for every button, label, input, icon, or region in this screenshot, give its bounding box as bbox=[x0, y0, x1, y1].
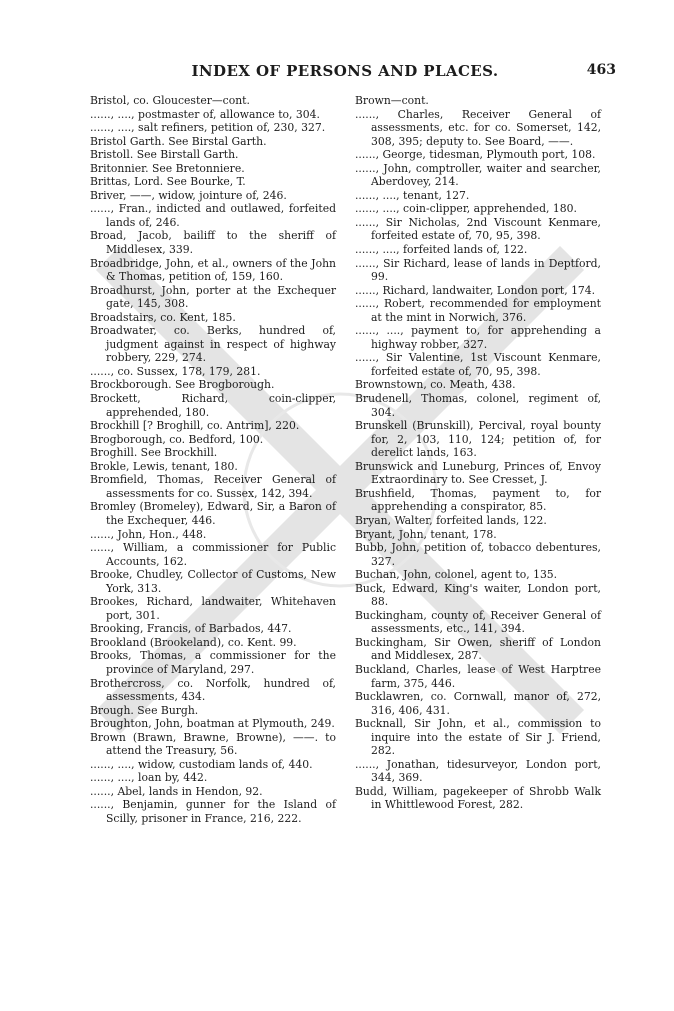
index-entry: ......, John, comptroller, waiter and searcher, Aberdovey, 214. bbox=[355, 161, 601, 189]
index-entry: Brothercross, co. Norfolk, hundred of, assessments, 434. bbox=[90, 676, 336, 704]
index-entry: Bubb, John, petition of, tobacco debentures, 327. bbox=[355, 541, 601, 568]
index-entry: Brockhill [? Broghill, co. Antrim], 220. bbox=[90, 419, 300, 433]
index-entry: Brockborough. See Brogborough. bbox=[90, 378, 275, 392]
index-entry: Brookes, Richard, landwaiter, Whitehaven port, 301. bbox=[90, 595, 336, 622]
index-entry: Brogborough, co. Bedford, 100. bbox=[90, 432, 264, 446]
index-entry: Budd, William, pagekeeper of Shrobb Walk in Whittlewood Forest, 282. bbox=[355, 784, 601, 812]
index-entry: ......, ...., payment to, for apprehending a highway robber, 327. bbox=[355, 324, 601, 351]
index-entry: ......, ...., coin-clipper, apprehended, 180. bbox=[355, 202, 577, 216]
index-entry: Brooking, Francis, of Barbados, 447. bbox=[90, 622, 292, 636]
index-entry: ......, Robert, recommended for employment at the mint in Norwich, 376. bbox=[355, 297, 601, 324]
index-entry: Broughton, John, boatman at Plymouth, 249. bbox=[90, 717, 335, 731]
index-entry: ......, ...., loan by, 442. bbox=[90, 771, 208, 785]
index-entry: Brough. See Burgh. bbox=[90, 703, 199, 717]
index-entry: Buck, Edward, King's waiter, London port, 88. bbox=[355, 581, 601, 609]
index-entry: Broadbridge, John, et al., owners of the John & Thomas, petition of, 159, 160. bbox=[90, 256, 336, 284]
index-entry: Broghill. See Brockhill. bbox=[90, 446, 218, 460]
index-entry: Buckingham, Sir Owen, sheriff of London and Middlesex, 287. bbox=[355, 635, 601, 663]
index-entry: Brunswick and Luneburg, Princes of, Envoy Extraordinary to. See Cresset, J. bbox=[355, 459, 601, 487]
index-entry: Brownstown, co. Meath, 438. bbox=[355, 378, 516, 392]
index-entry: ......, ...., widow, custodiam lands of, 440. bbox=[90, 757, 313, 771]
index-entry: Broadwater, co. Berks, hundred of, judgment against in respect of highway robbery, 229, 274. bbox=[90, 324, 336, 365]
running-title: INDEX OF PERSONS AND PLACES. bbox=[191, 62, 499, 80]
index-entry: Brushfield, Thomas, payment to, for apprehending a conspirator, 85. bbox=[355, 486, 601, 514]
index-entry: Brown (Brawn, Brawne, Browne), ——. to attend the Treasury, 56. bbox=[90, 730, 336, 758]
index-entry: ......, ...., postmaster of, allowance to, 304. bbox=[90, 107, 320, 121]
index-entry: Brunskell (Brunskill), Percival, royal bounty for, 2, 103, 110, 124; petition of, for derelict lands, 163. bbox=[355, 419, 601, 460]
index-entry: ......, ...., forfeited lands of, 122. bbox=[355, 243, 528, 257]
index-entry: Britonnier. See Bretonniere. bbox=[90, 161, 245, 175]
index-entry: Broadhurst, John, porter at the Exchequer gate, 145, 308. bbox=[90, 283, 336, 311]
index-entry: ......, George, tidesman, Plymouth port, 108. bbox=[355, 148, 596, 162]
index-entry: ......, Sir Valentine, 1st Viscount Kenmare, forfeited estate of, 70, 95, 398. bbox=[355, 351, 601, 378]
index-entry: ......, Charles, Receiver General of assessments, etc. for co. Somerset, 142, 308, 395; deputy to. See Board, ——. bbox=[355, 107, 601, 148]
left-column bbox=[90, 94, 336, 826]
index-entry: ......, Abel, lands in Hendon, 92. bbox=[90, 784, 263, 798]
index-entry: Brooks, Thomas, a commissioner for the province of Maryland, 297. bbox=[90, 649, 336, 676]
index-entry: Bryan, Walter, forfeited lands, 122. bbox=[355, 513, 547, 527]
index-entry: Buckland, Charles, lease of West Harptree farm, 375, 446. bbox=[355, 662, 601, 690]
index-entry: ......, Fran., indicted and outlawed, forfeited lands of, 246. bbox=[90, 202, 336, 229]
index-entry: Brudenell, Thomas, colonel, regiment of, 304. bbox=[355, 392, 601, 419]
index-entry: Buchan, John, colonel, agent to, 135. bbox=[355, 568, 558, 582]
index-entry: ......, John, Hon., 448. bbox=[90, 527, 207, 541]
page-number: 463 bbox=[586, 62, 616, 78]
right-column bbox=[355, 94, 601, 812]
index-entry: ......, Sir Richard, lease of lands in Deptford, 99. bbox=[355, 256, 601, 284]
index-entry: ......, Sir Nicholas, 2nd Viscount Kenmare, forfeited estate of, 70, 95, 398. bbox=[355, 215, 601, 243]
index-entry: Brockett, Richard, coin-clipper, apprehended, 180. bbox=[90, 392, 336, 419]
index-entry: Buckingham, county of, Receiver General of assessments, etc., 141, 394. bbox=[355, 608, 601, 636]
index-entry: Briver, ——, widow, jointure of, 246. bbox=[90, 188, 287, 202]
index-entry: ......, ...., salt refiners, petition of, 230, 327. bbox=[90, 121, 326, 135]
index-entry: Bucklawren, co. Cornwall, manor of, 272, 316, 406, 431. bbox=[355, 690, 601, 717]
index-entry: ......, William, a commissioner for Public Accounts, 162. bbox=[90, 541, 336, 568]
index-entry: Bristol, co. Gloucester—cont. bbox=[90, 94, 250, 107]
index-entry: Brooke, Chudley, Collector of Customs, New York, 313. bbox=[90, 568, 336, 595]
index-entry: Brookland (Brookeland), co. Kent. 99. bbox=[90, 635, 297, 649]
index-entry: Bristol Garth. See Birstal Garth. bbox=[90, 134, 267, 148]
index-entry: Brokle, Lewis, tenant, 180. bbox=[90, 459, 238, 473]
page-header bbox=[90, 62, 616, 82]
index-entry: Bromley (Bromeley), Edward, Sir, a Baron of the Exchequer, 446. bbox=[90, 500, 336, 527]
index-entry: Brittas, Lord. See Bourke, T. bbox=[90, 175, 246, 189]
index-entry: Bucknall, Sir John, et al., commission to inquire into the estate of Sir J. Friend, 282. bbox=[355, 717, 601, 758]
index-entry: Broadstairs, co. Kent, 185. bbox=[90, 310, 236, 324]
index-entry: Bristoll. See Birstall Garth. bbox=[90, 148, 239, 162]
index-entry: Broad, Jacob, bailiff to the sheriff of Middlesex, 339. bbox=[90, 229, 336, 257]
index-entry: Brown—cont. bbox=[355, 94, 429, 107]
index-entry: ......, Benjamin, gunner for the Island of Scilly, prisoner in France, 216, 222. bbox=[90, 798, 336, 825]
index-entry: ......, co. Sussex, 178, 179, 281. bbox=[90, 364, 261, 378]
index-entry: Bromfield, Thomas, Receiver General of assessments for co. Sussex, 142, 394. bbox=[90, 473, 336, 500]
index-entry: ......, ...., tenant, 127. bbox=[355, 188, 470, 202]
index-entry: Bryant, John, tenant, 178. bbox=[355, 527, 497, 541]
index-entry: ......, Richard, landwaiter, London port, 174. bbox=[355, 283, 596, 297]
index-entry: ......, Jonathan, tidesurveyor, London port, 344, 369. bbox=[355, 757, 601, 785]
